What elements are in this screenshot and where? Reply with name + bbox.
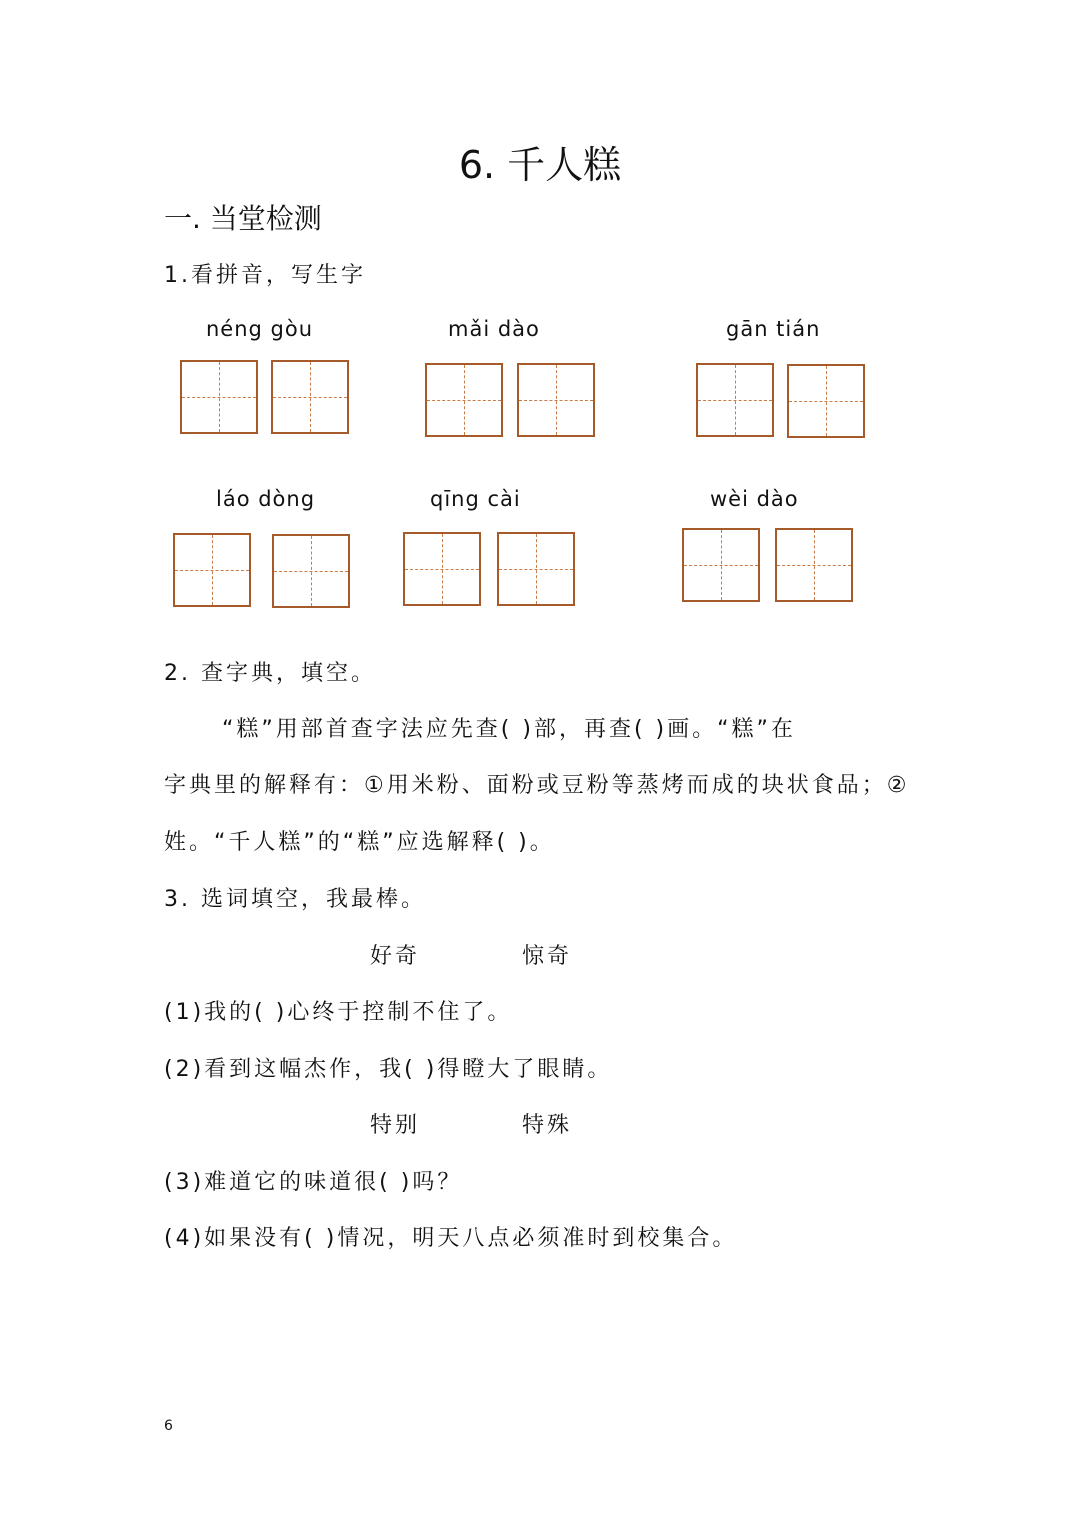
pinyin-label: gān tián	[726, 317, 821, 341]
writing-box[interactable]	[517, 363, 595, 437]
pinyin-label: mǎi dào	[448, 317, 540, 341]
writing-box[interactable]	[180, 360, 258, 434]
word-option: 特殊	[522, 1113, 573, 1138]
question-3-heading: 3. 选词填空，我最棒。	[164, 887, 426, 912]
question-2-line: 姓。“千人糕”的“糕”应选解释( )。	[164, 830, 555, 855]
word-option: 惊奇	[522, 944, 573, 969]
writing-box[interactable]	[403, 532, 481, 606]
sentence-item: (4)如果没有( )情况，明天八点必须准时到校集合。	[164, 1226, 738, 1251]
writing-box[interactable]	[696, 363, 774, 437]
pinyin-label: néng gòu	[206, 317, 314, 341]
pinyin-label: qīng cài	[430, 487, 521, 511]
writing-box[interactable]	[271, 360, 349, 434]
word-option: 好奇	[370, 944, 421, 969]
sentence-item: (1)我的( )心终于控制不住了。	[164, 1000, 513, 1025]
question-1-heading: 1.看拼音，写生字	[164, 263, 366, 288]
writing-box[interactable]	[497, 532, 575, 606]
question-2-line: 字典里的解释有：①用米粉、面粉或豆粉等蒸烤而成的块状食品；②	[164, 773, 910, 798]
question-2-line: “糕”用部首查字法应先查( )部，再查( )画。“糕”在	[222, 717, 796, 742]
word-option: 特别	[370, 1113, 421, 1138]
sentence-item: (3)难道它的味道很( )吗？	[164, 1170, 463, 1195]
writing-box[interactable]	[787, 364, 865, 438]
writing-box[interactable]	[173, 533, 251, 607]
pinyin-label: wèi dào	[710, 487, 799, 511]
pinyin-label: láo dòng	[216, 487, 316, 511]
question-2-heading: 2. 查字典，填空。	[164, 661, 376, 686]
sentence-item: (2)看到这幅杰作，我( )得瞪大了眼睛。	[164, 1057, 613, 1082]
writing-box[interactable]	[775, 528, 853, 602]
writing-box[interactable]	[425, 363, 503, 437]
writing-box[interactable]	[272, 534, 350, 608]
writing-box[interactable]	[682, 528, 760, 602]
page-title: 6. 千人糕	[458, 143, 622, 187]
section-heading: 一. 当堂检测	[164, 202, 322, 235]
page-number: 6	[164, 1418, 173, 1434]
